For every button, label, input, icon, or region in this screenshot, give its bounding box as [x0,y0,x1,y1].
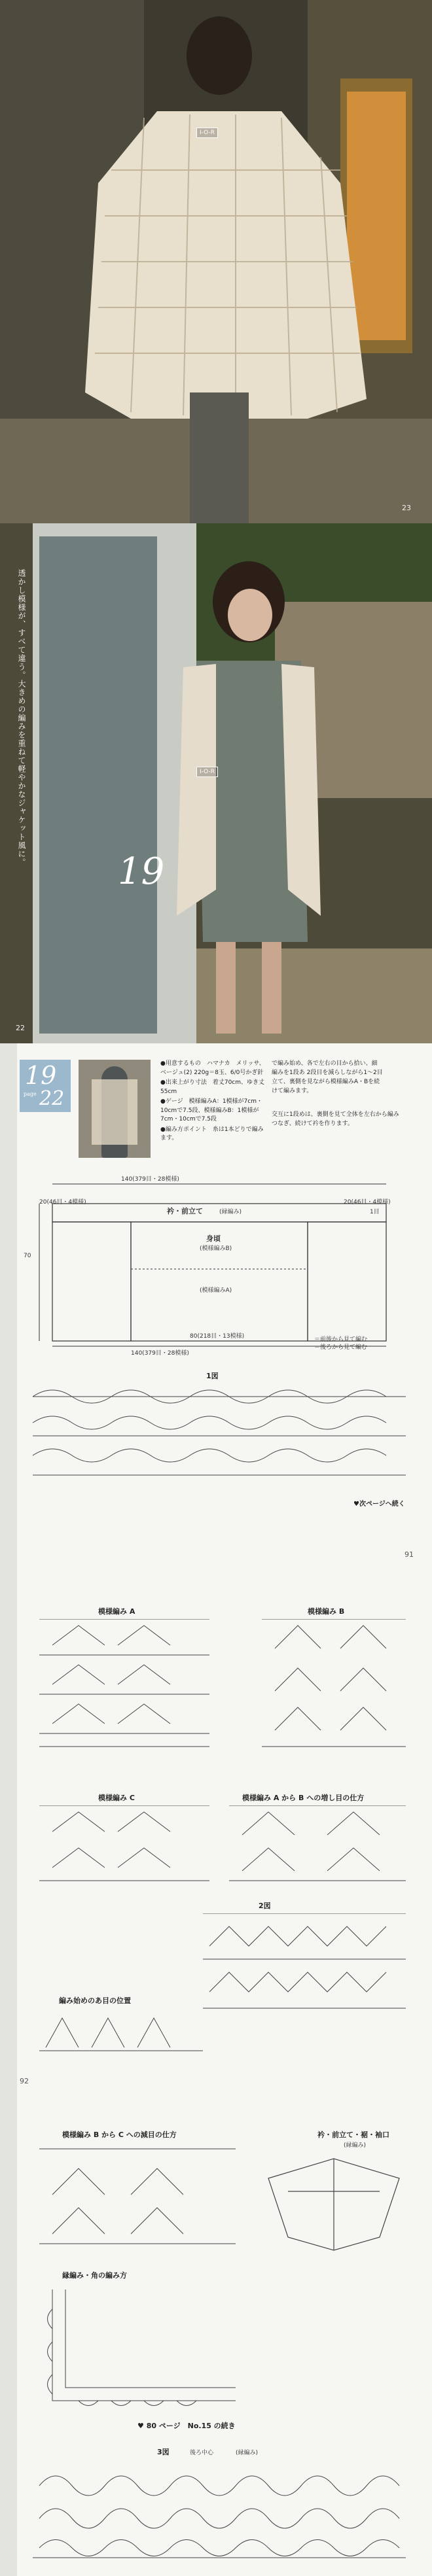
pattern-b-chart [262,1619,406,1750]
pattern-page-charts [0,1570,432,2093]
issue-number-bottom: 22 [39,1087,65,1110]
model-thumbnail [79,1060,151,1158]
front-view-photo [0,523,432,1043]
figure-2-chart [203,1913,406,2011]
figure-3-chart [33,2460,406,2564]
issue-number-top: 19 [25,1061,57,1090]
pattern-ab-title: 模様編み A から B への増し目の仕方 [242,1794,365,1802]
spec-line: ●編み方ポイント 糸は1本どりで編みます。 [160,1126,264,1141]
row-mark-label: 1目 [370,1209,380,1215]
pattern-bc-chart [39,2142,236,2247]
brand-badge: I-O-R [196,128,218,138]
spec-line: ●出来上がり寸法 着丈70cm、ゆき丈55cm [160,1079,265,1095]
spec-line: ●用意するもの ハマナカ メリッサ、ベージュ(2) 220g＝8玉、6/0号かぎ針 [160,1060,265,1076]
page-number: 22 [16,1024,25,1032]
side-left-label: 20(46目・4模様) [39,1199,86,1206]
pattern-b-title: 模様編み B [308,1607,345,1616]
figure-3-edging: (縁編み) [236,2450,259,2456]
issue-box [20,1060,71,1112]
page-gutter [0,1043,17,1570]
spec-line: ●ゲージ 模様編みA：1模様が7cm・10cmで7.5段、模様編みB：1模様が7cm・10cmで7.5段 [160,1098,262,1123]
pattern-page-edging [0,2093,432,2576]
pattern-c-title: 模様編み C [98,1794,135,1802]
instruction-text-2: 交互に1段めは、裏側を見て全体を左右から編みつなぎ、続けて衿を作ります。 [272,1111,399,1127]
materials-specs [160,1060,265,1145]
pattern-bc-title: 模様編み B から C への減目の仕方 [62,2131,177,2139]
width-top-label: 140(379目・28模様) [121,1176,179,1183]
figure-3-title: 3図 [157,2448,170,2456]
photo-page-front-view [0,523,432,1043]
collar-edging-title: 衿・前立て・裾・袖口 [317,2131,389,2139]
page-gutter [0,2093,17,2576]
brand-badge: I-O-R [196,767,218,777]
figure-3-sub: 後ろ中心 [190,2450,214,2456]
continuation-title: ♥ 80 ページ No.15 の続き [137,2422,236,2430]
page-number: 23 [402,504,411,512]
model-number: 19 [118,850,165,893]
issue-page-label: page [24,1091,37,1097]
back-view-photo [0,0,432,523]
figure-1-chart [26,1384,412,1482]
width-body-label: 80(218目・13模様) [190,1333,245,1340]
legend-2: ＝後ろから見て編む [314,1344,368,1351]
sidebar-caption: 透かし模様が、すべて違う。大きめの編みを重ねて軽やかなジャケット風に。 [17,569,26,867]
legend-1: ＝前後から見て編む [314,1336,368,1343]
width-bottom-label: 140(379目・28模様) [131,1350,189,1357]
figure-1-title: 1図 [206,1372,219,1380]
pattern-a-title: 模様編み A [98,1607,135,1616]
edging-corner-title: 縁編み・角の編み方 [62,2271,127,2280]
figure-2-title: 2図 [259,1902,271,1910]
body-sub-label-a: (模様編みA) [200,1287,232,1294]
collar-edging-chart [262,2152,406,2257]
start-position-chart [39,2008,203,2054]
side-right-label: 20(46目・4模様) [344,1199,391,1206]
instruction-text-1: で編み始め、各で左右の目から拾い、細編みを1段あ 2段目を減らしながら1〜2目立て、裏側を見ながら模様編みA・Bを続けて編みます。 [272,1060,383,1094]
collar-sub-label: (縁編み) [219,1209,242,1215]
page-number: 91 [405,1550,414,1559]
page-number: 92 [20,2077,29,2085]
page-gutter [0,1570,17,2093]
continue-note: ♥次ページへ続く [353,1501,405,1508]
edging-corner-chart [39,2283,406,2407]
photo-page-back-view [0,0,432,523]
pattern-page-instructions [0,1043,432,1570]
collar-edging-sub: (縁編み) [344,2142,367,2149]
start-position-title: 編み始めのあ目の位置 [59,1996,131,2005]
body-sub-label-b: (模様編みB) [200,1245,232,1252]
pattern-c-chart [39,1805,209,1884]
collar-label: 衿・前立て [167,1207,203,1215]
body-label: 身頃 [206,1234,221,1243]
height-left-label: 70 [24,1253,31,1259]
pattern-a-chart [39,1619,209,1750]
pattern-ab-chart [229,1805,406,1884]
